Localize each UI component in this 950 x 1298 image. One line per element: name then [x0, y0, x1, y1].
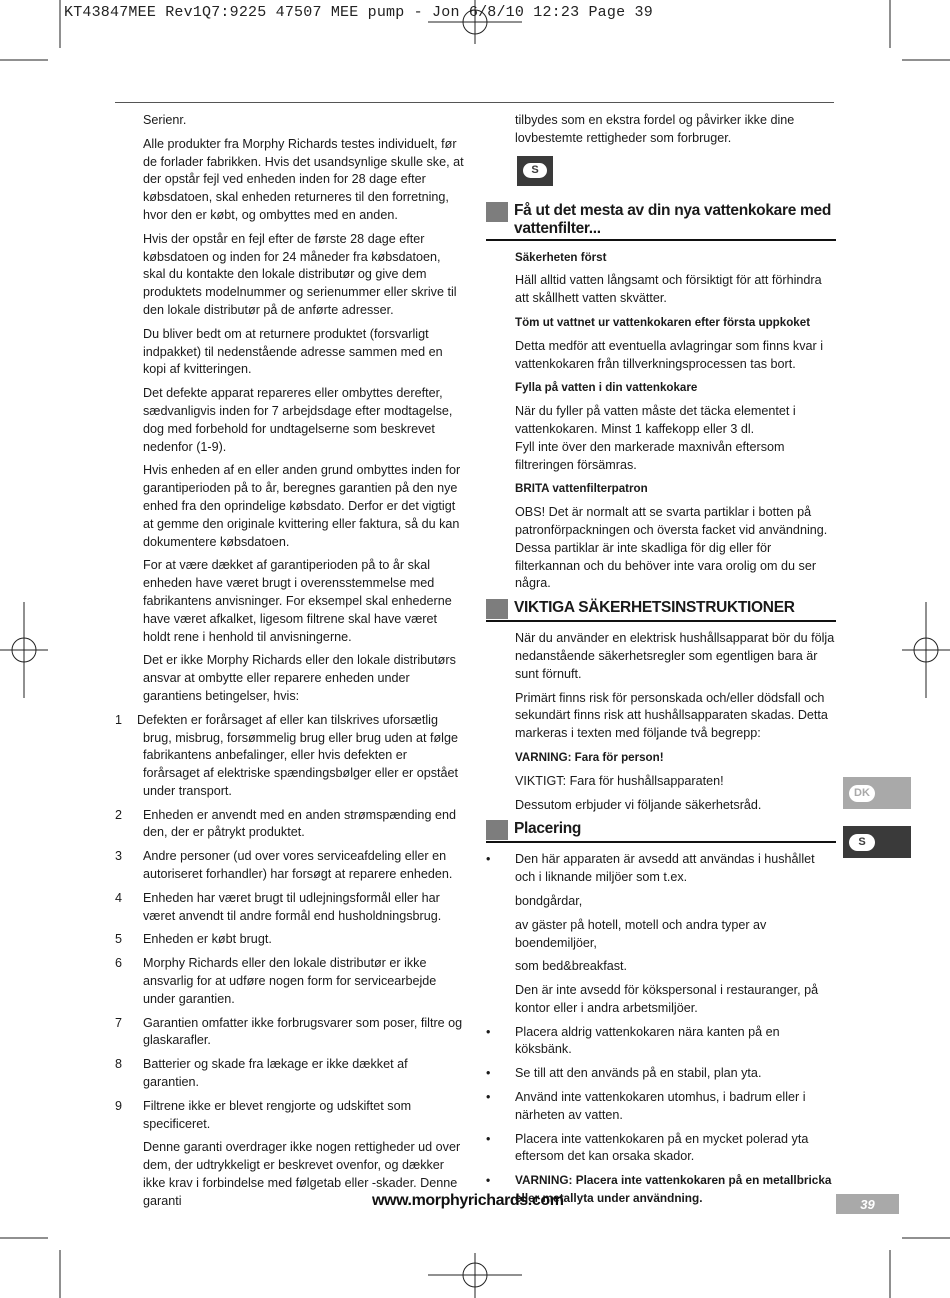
bullet-icon: • — [486, 1066, 491, 1081]
item-text: Andre personer (ud over vores serviceafdeling eller en autoriseret forhandler) har forsøgt at reparere enheden. — [143, 849, 453, 882]
paragraph: bondgårdar, — [515, 893, 583, 908]
paragraph: Häll alltid vatten långsamt och försiktigt för att förhindra att skållhett vatten skvätter. — [515, 273, 822, 306]
paragraph: Detta medför att eventuella avlagringar som finns kvar i vattenkokaren från tillverkningsprocessen tas bort. — [515, 338, 823, 371]
top-rule — [115, 102, 834, 103]
heading-marker — [486, 820, 508, 840]
numbered-item — [115, 1015, 465, 1051]
paragraph: tilbydes som en ekstra fordel og påvirker ikke dine lovbestemte rettigheder som forbruger. — [515, 113, 795, 145]
language-code: S — [523, 163, 547, 178]
item-number: 9 — [115, 1098, 123, 1113]
heading-marker — [486, 202, 508, 222]
language-code: S — [849, 834, 875, 851]
left-column-danish-warranty — [115, 112, 465, 1217]
bullet-icon: • — [486, 1090, 491, 1105]
heading-text: VIKTIGA SÄKERHETSINSTRUKTIONER — [514, 599, 795, 617]
website-url: www.morphyrichards.com — [372, 1192, 564, 1209]
language-tab-dk — [843, 777, 911, 809]
paragraph: Denne garanti overdrager ikke nogen rettigheder ud over dem, der udtrykkeligt er beskrevet ovenfor, og dækker ikke krav i forbindelse med følgetab eller -skader. Denne garanti — [143, 1140, 461, 1208]
item-text: Enheden er anvendt med en anden strømspænding end den, der er påtrykt produktet. — [143, 807, 456, 840]
bullet-text: Se till att den används på en stabil, plan yta. — [515, 1066, 762, 1081]
right-column-swedish — [486, 112, 836, 1214]
bullet-text: Använd inte vattenkokaren utomhus, i badrum eller i närheten av vatten. — [515, 1090, 806, 1122]
item-number: 4 — [115, 890, 123, 905]
paragraph: Det defekte apparat repareres eller ombyttes derefter, sædvanligvis inden for 7 arbejdsdage efter modtagelse, dog med forbehold for undtagelserne som beskrevet nedenfor (1-9). — [143, 386, 453, 454]
warning-label: VARNING: Fara för person! — [515, 750, 664, 764]
paragraph: som bed&breakfast. — [515, 959, 628, 974]
subheading: Säkerheten först — [515, 250, 607, 264]
paragraph: Hvis der opstår en fejl efter de første 28 dage efter købsdatoen og inden for 24 måneder fra købsdatoen, skal du kontakte den lokale distributør og give dem produktets modelnummer og serienummer eller skrive til den lokale distributør på de anførte adresser. — [143, 231, 457, 317]
language-badge-s — [517, 156, 553, 186]
section-heading — [486, 599, 836, 622]
numbered-item — [115, 890, 465, 926]
numbered-item — [115, 931, 465, 949]
bullet-icon: • — [486, 852, 491, 867]
item-text: Batterier og skade fra lækage er ikke dækket af garantien. — [143, 1057, 408, 1090]
bullet-icon: • — [486, 1173, 491, 1188]
paragraph: Alle produkter fra Morphy Richards testes individuelt, før de forlader fabrikken. Hvis det usandsynlige skulle ske, at der opstår fejl ved enheden inden for 28 dage efter købsdatoen, skal enheden returneres til den forretning, hvor den er købt, og ombyttes med en anden. — [143, 136, 464, 222]
bullet-item — [486, 1065, 836, 1083]
paragraph: Du bliver bedt om at returnere produktet (forsvarligt indpakket) til nedenstående adresse sammen med en kopi af kvitteringen. — [143, 326, 443, 377]
paragraph: När du använder en elektrisk hushållsapparat bör du följa nedanstående säkerhetsregler som egentligen bara är sunt förnuft. — [515, 631, 835, 681]
language-tab-s — [843, 826, 911, 858]
bullet-text: Den här apparaten är avsedd att användas i hushållet och i liknande miljöer som t.ex. — [515, 852, 815, 885]
bullet-icon: • — [486, 1024, 491, 1039]
bullet-item — [486, 851, 836, 887]
item-number: 6 — [115, 956, 123, 971]
bullet-text: VARNING: Placera inte vattenkokaren på en metallbricka eller metallyta under användning. — [515, 1173, 832, 1206]
section-heading — [486, 202, 836, 241]
paragraph: Hvis enheden af en eller anden grund ombyttes inden for garantiperioden på to år, beregnes garantien på den nye enhed fra den oprindelige købsdato. Derfor er det vigtigt at gemme den originale kvittering eller faktura, så du kan dokumentere købsdatoen. — [143, 463, 461, 549]
paragraph: Den är inte avsedd för kökspersonal i restauranger, på kontor eller i andra arbetsmiljöer. — [515, 983, 819, 1015]
paragraph: Dessutom erbjuder vi följande säkerhetsråd. — [515, 797, 762, 812]
item-text: Morphy Richards eller den lokale distributør er ikke ansvarlig for at udføre nogen form for servicearbejde under garantien. — [143, 956, 437, 1006]
item-text: Filtrene ikke er blevet rengjorte og udskiftet som specificeret. — [143, 1098, 412, 1131]
numbered-item — [115, 848, 465, 884]
numbered-item — [115, 712, 465, 801]
subheading: Töm ut vattnet ur vattenkokaren efter första uppkoket — [515, 315, 811, 329]
item-text: Defekten er forårsaget af eller kan tilskrives uforsætlig brug, misbrug, forsømmelig brug eller brug uden at følge fabrikantens anbefalinger, eller hvis defekten er forårsaget af elektriske spændingsbølger eller er opstået under transport. — [137, 712, 459, 798]
paragraph: Serienr. — [143, 113, 187, 127]
paragraph: Det er ikke Morphy Richards eller den lokale distributørs ansvar at ombytte eller reparere enheden under garantiens betingelser, hvis: — [143, 653, 456, 703]
subheading: BRITA vattenfilterpatron — [515, 482, 648, 496]
item-number: 7 — [115, 1015, 123, 1030]
paragraph: Primärt finns risk för personskada och/eller dödsfall och sekundärt finns risk att hushållsapparaten skadas. Detta markeras i texten med följande två begrepp: — [515, 690, 828, 741]
paragraph: Fyll inte över den markerade maxnivån eftersom filtreringen försämras. — [515, 439, 785, 472]
page-number: 39 — [836, 1194, 899, 1214]
item-number: 1 — [115, 712, 123, 727]
bullet-item — [486, 1089, 836, 1125]
section-heading — [486, 820, 836, 843]
bullet-text: Placera inte vattenkokaren på en mycket polerad yta eftersom det kan orsaka skador. — [515, 1131, 809, 1164]
language-code: DK — [849, 785, 875, 802]
heading-text: Placering — [514, 820, 582, 838]
item-text: Enheden har været brugt til udlejningsformål eller har været anvendt til andre formål end husholdningsbrug. — [143, 890, 442, 923]
item-text: Garantien omfatter ikke forbrugsvarer som poser, filtre og glaskarafler. — [143, 1015, 463, 1048]
numbered-item — [115, 1056, 465, 1092]
item-number: 8 — [115, 1057, 123, 1072]
paragraph: For at være dækket af garantiperioden på to år skal enheden have været brugt i overensstemmelse med fabrikantens anvisninger. For eksempel skal enhederne have været afkalket, ligesom filtrene skal have været holdt rene i henhold til anvisningerne. — [143, 558, 452, 644]
bullet-icon: • — [486, 1131, 491, 1146]
bullet-item — [486, 1024, 836, 1060]
bullet-item — [486, 1131, 836, 1167]
paragraph: av gäster på hotell, motell och andra typer av boendemiljöer, — [515, 917, 767, 950]
item-number: 2 — [115, 807, 123, 822]
heading-text: Få ut det mesta av din nya vattenkokare med vattenfilter... — [514, 201, 832, 237]
numbered-item — [115, 807, 465, 843]
bullet-text: Placera aldrig vattenkokaren nära kanten på en köksbänk. — [515, 1024, 780, 1057]
item-number: 3 — [115, 849, 123, 864]
paragraph: När du fyller på vatten måste det täcka elementet i vattenkokaren. Minst 1 kaffekopp eller 3 dl. — [515, 404, 796, 436]
item-text: Enheden er købt brugt. — [143, 932, 272, 947]
heading-marker — [486, 599, 508, 619]
print-slug-line: KT43847MEE Rev1Q7:9225 47507 MEE pump - Jon 6/8/10 12:23 Page 39 — [64, 4, 653, 21]
numbered-item — [115, 1098, 465, 1134]
paragraph: VIKTIGT: Fara för hushållsapparaten! — [515, 773, 724, 788]
numbered-item — [115, 955, 465, 1008]
subheading: Fylla på vatten i din vattenkokare — [515, 381, 698, 395]
item-number: 5 — [115, 932, 123, 947]
paragraph: OBS! Det är normalt att se svarta partiklar i botten på patronförpackningen och översta facket vid användning. Dessa partiklar är inte skadliga för dig eller för filterkannan och du behöver inte vara orolig om du ser några. — [515, 505, 828, 591]
